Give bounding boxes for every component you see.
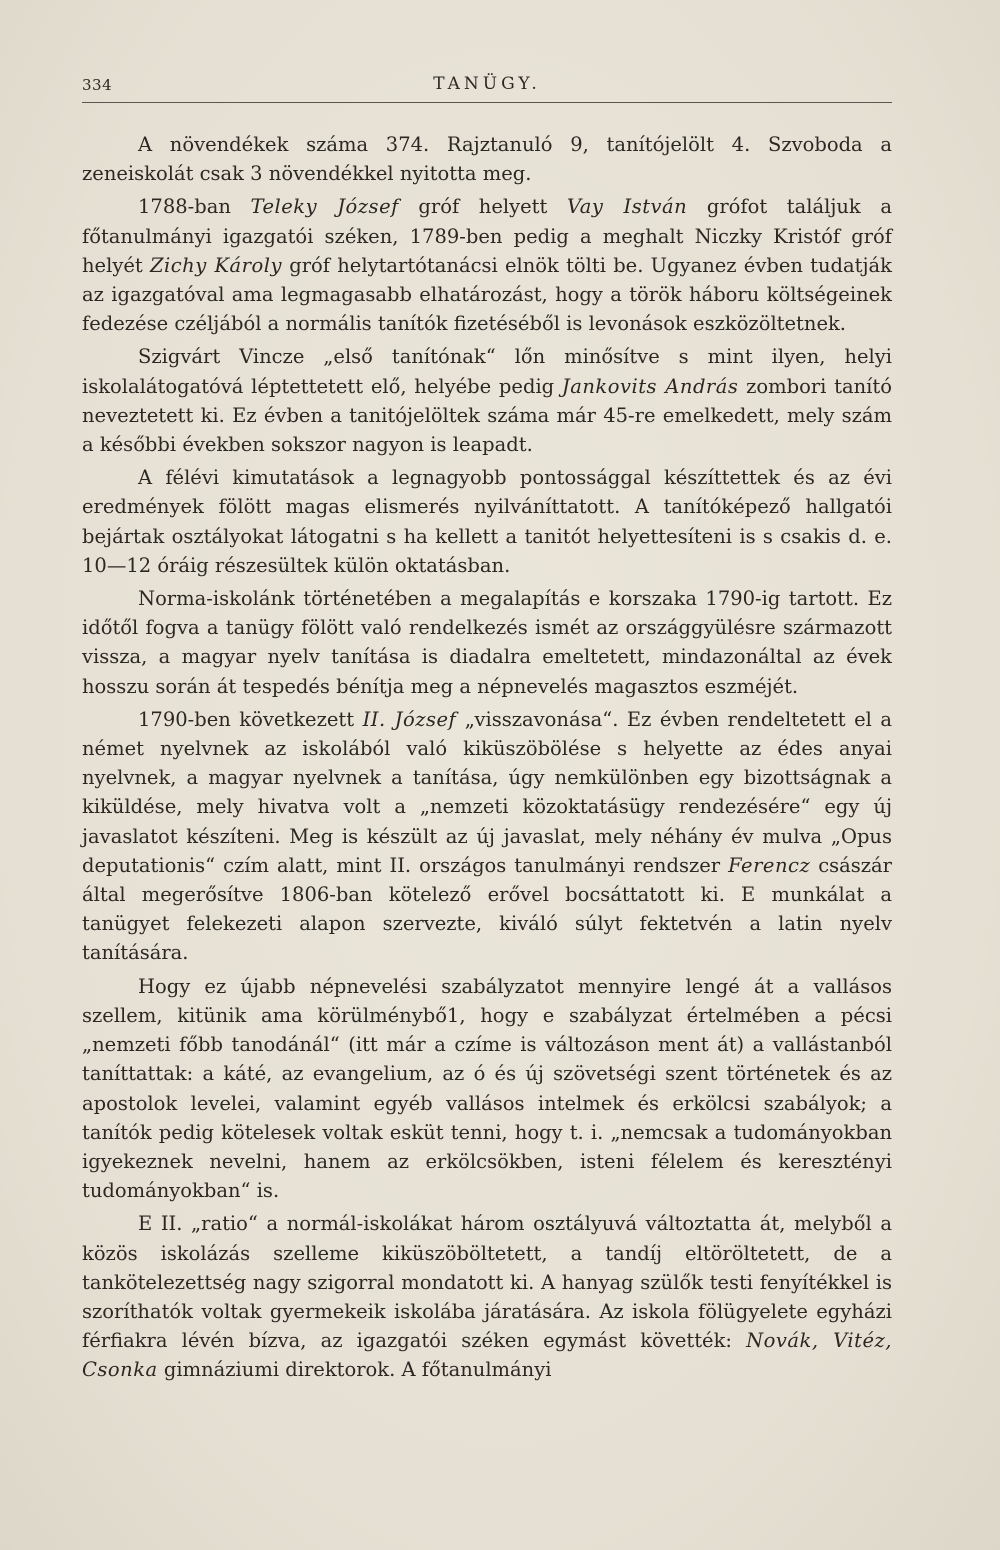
italic-name: Zichy Károly <box>149 253 282 277</box>
text-run: Szigvárt Vincze „első tanítónak“ lőn minősítve s mint ilyen, helyi iskolalátogatóvá léptettetett elő, helyébe pedig <box>82 345 892 398</box>
italic-name: Ferencz <box>728 853 811 877</box>
text-run: gimnáziumi direktorok. A főtanulmányi <box>157 1358 552 1382</box>
text-run: A félévi kimutatások a legnagyobb pontossággal készíttettek és az évi eredmények fölött magas elismerés nyilváníttatott. A tanítóképező hallgatói bejártak osztályokat látogatni s ha kellett a tanitót helyettesíteni is s csakis d. e. 10—12 óráig részesültek külön oktatásban. <box>82 466 892 577</box>
text-run: császár által megerősítve 1806-ban kötelező erővel bocsáttatott ki. E munkálat a tanügyet felekezeti alapon szervezte, kiváló súlyt fektetvén a latin nyelv tanítására. <box>82 853 892 965</box>
page-number: 334 <box>82 76 113 94</box>
text-run: Hogy ez újabb népnevelési szabályzatot mennyire lengé át a vallásos szellem, kitünik ama körülménybő1, hogy e szabályzat értelmében a pécsi „nemzeti főbb tanodánál“ (itt már a czíme is változáson ment át) a vallástanból taníttattak: a káté, az evangelium, az ó és új szövetségi szent történetek és az apostolok levelei, valamint egyéb vallásos intelmek és erkölcsi szabályok; a tanítók pedig kötelesek voltak esküt tenni, hogy t. i. „nemcsak a tudományokban igyekeznek nevelni, hanem az erkölcsökben, isteni félelem és keresztényi tudományokban“ is. <box>82 974 892 1203</box>
running-head: TANÜGY. <box>433 74 541 94</box>
paragraph <box>82 130 892 188</box>
paragraph <box>82 463 892 580</box>
paragraph <box>82 342 892 459</box>
italic-name: Jankovits András <box>561 374 739 398</box>
paragraph <box>82 1209 892 1384</box>
italic-name: Vay István <box>566 195 688 219</box>
text-run: „visszavonása“. Ez évben rendeltetett el a német nyelvnek az iskolából való kiküszöbölése s helyette az édes anyai nyelvnek, a magyar nyelvnek a tanítása, úgy nemkülönben egy bizottságnak a kiküldése, mely hivatva volt a „nemzeti közoktatásügy rendezésére“ egy új javaslatot készíteni. Meg is készült az új javaslat, mely néhány év mulva „Opus deputationis“ czím alatt, mint II. országos tanulmányi rendszer <box>82 707 892 877</box>
text-run: 1788-ban <box>138 195 251 219</box>
text-run: Norma-iskolánk történetében a megalapítás e korszaka 1790-ig tartott. Ez időtől fogva a tanügy fölött való rendelkezés ismét az országgyülésre származott vissza, a magyar nyelv tanítása is diadalra emeltetett, mindazonáltal az évek hosszu során át tespedés bénítja meg a népnevelés magasztos eszméjét. <box>82 587 892 698</box>
text-run: 1790-ben következett <box>138 707 363 731</box>
paragraph <box>82 972 892 1206</box>
italic-name: II. József <box>362 707 457 731</box>
paragraph <box>82 192 892 338</box>
paragraph <box>82 584 892 701</box>
page-header <box>82 74 892 103</box>
italic-name: Teleky József <box>250 195 399 219</box>
body-text <box>82 130 892 1389</box>
paragraph <box>82 705 892 968</box>
italic-name: Novák, Vitéz, Csonka <box>82 1329 892 1382</box>
text-run: grófot találjuk a főtanulmányi igazgatói széken, 1789-ben pedig a meghalt Niczky Kristóf gróf helyét <box>82 195 892 277</box>
text-run: A növendékek száma 374. Rajztanuló 9, tanítójelölt 4. Szvoboda a zeneiskolát csak 3 növendékkel nyitotta meg. <box>82 133 892 186</box>
text-run: gróf helyett <box>398 195 567 219</box>
text-run: E II. „ratio“ a normál-iskolákat három osztályuvá változtatta át, melyből a közös iskolázás szelleme kiküszöböltetett, a tandíj eltöröltetett, de a tankötelezettség nagy szigorral mondatott ki. A hanyag szülők testi fenyítékkel is szoríthatók voltak gyermekeik iskolába járatására. Az iskola fölügyelete egyházi férfiakra lévén bízva, az igazgatói széken egymást követték: <box>82 1212 892 1353</box>
text-run: zombori tanító neveztetett ki. Ez évben a tanitójelöltek száma már 45-re emelkedett, mely szám a későbbi években sokszor nagyon is leapadt. <box>82 374 892 457</box>
text-run: gróf helytartótanácsi elnök tölti be. Ugyanez évben tudatják az igazgatóval ama legmagasabb elhatározást, hogy a török háboru költségeinek fedezése czéljából a normális tanítók fizetéséből is levonások eszközöltetnek. <box>82 253 892 336</box>
